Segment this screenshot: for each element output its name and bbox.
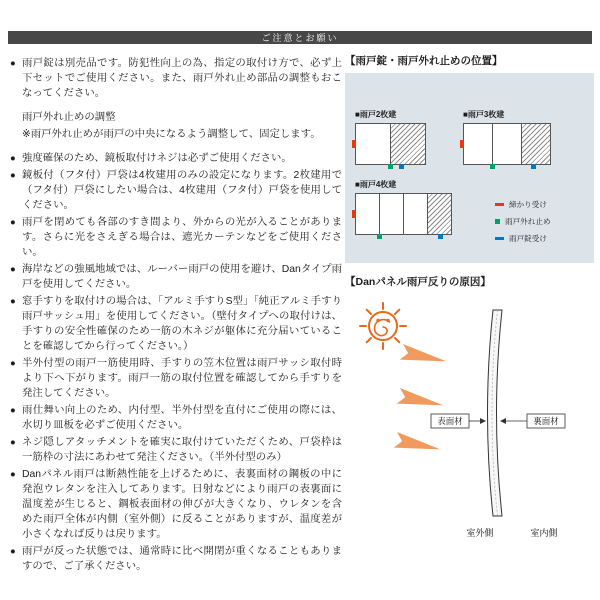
shutter-panel xyxy=(379,193,404,235)
legend-label: 雨戸外れ止め xyxy=(505,217,551,226)
notice-text: ネジ隠しアタッチメントを確実に取付けていただくため、戸袋枠は一筋枠の寸法にあわせて発注ください。（半外付型のみ） xyxy=(22,437,342,463)
shutter-panel xyxy=(463,123,493,165)
position-section-title: 【雨戸錠・雨戸外れ止めの位置】 xyxy=(345,55,503,67)
shutter-pocket-panel xyxy=(390,123,426,165)
diagram-label: ■雨戸2枚建 xyxy=(355,110,397,119)
legend-label: 雨戸錠受け xyxy=(509,234,547,243)
back-material-text: 裏面材 xyxy=(533,416,559,426)
shutter-pocket-panel xyxy=(427,193,452,235)
legend-swatch-icon xyxy=(495,219,500,224)
header-bar xyxy=(8,31,592,44)
indoor-side-label: 室内側 xyxy=(530,528,558,538)
notice-list xyxy=(10,54,342,574)
notice-item xyxy=(10,435,342,465)
legend-label: 締かり受け xyxy=(509,200,547,209)
shutter-panels xyxy=(355,193,451,235)
notice-text: 雨仕舞い向上のため、内付型、半外付型を直付にご使用の際には、水切り皿板を必ずご使用ください。 xyxy=(22,405,342,431)
bullet-icon: ● xyxy=(10,264,16,275)
legend-swatch-icon xyxy=(495,203,504,206)
stopper-mark xyxy=(388,164,393,169)
notice-text: Danパネル雨戸は断熱性能を上げるために、表裏面材の鋼板の中に発泡ウレタンを注入してあります。日射などにより雨戸の表裏面に温度差が生じると、鋼板表面材の伸びが大きくなり、ウレタンを含めた雨戸全体が内側（室外側）に反ることがありますが、温度差が小さくなれば反りは戻ります。 xyxy=(22,469,342,540)
legend-swatch-icon xyxy=(495,237,504,240)
warp-diagram xyxy=(345,294,594,541)
warped-panel xyxy=(488,310,503,516)
bullet-icon: ● xyxy=(10,546,16,557)
notice-text: 鏡板付（フタ付）戸袋は4枚建用のみの設定になります。2枚建用で（フタ付）戸袋にしたい場合は、4枚建用（フタ付）戸袋を使用してください。 xyxy=(22,170,342,211)
latch-receiver-mark xyxy=(352,140,356,148)
bullet-icon: ● xyxy=(10,296,16,307)
right-column xyxy=(345,54,594,541)
diagram-label: ■雨戸4枚建 xyxy=(355,180,397,189)
notice-item xyxy=(10,168,342,213)
lock-receiver-mark xyxy=(531,164,536,169)
shutter-pocket-panel xyxy=(521,123,551,165)
warp-section-title: 【Danパネル雨戸反りの原因】 xyxy=(345,276,491,288)
notice-item xyxy=(10,262,342,292)
bullet-spacer xyxy=(10,127,22,142)
bullet-spacer xyxy=(10,110,22,125)
stopper-mark xyxy=(377,234,382,239)
sun-icon xyxy=(360,303,406,349)
shutter-diagram-3 xyxy=(463,109,550,165)
shutter-diagram-2 xyxy=(355,109,425,165)
bullet-icon: ● xyxy=(10,58,16,69)
notice-text: ※雨戸外れ止めが雨戸の中央になるよう調整して、固定します。 xyxy=(22,129,321,140)
bullet-icon: ● xyxy=(10,153,16,164)
front-material-label xyxy=(431,414,486,428)
heat-arrow-icon xyxy=(397,388,445,413)
notice-item xyxy=(10,356,342,401)
heat-arrow-icon xyxy=(394,432,442,457)
stopper-mark xyxy=(490,164,495,169)
notice-text: 半外付型の雨戸一筋使用時、手すりの笠木位置は雨戸サッシ取付時より下へ下がります。雨戸一筋の取付位置を確認してから手すりを発注してください。 xyxy=(22,358,342,399)
shutter-panel xyxy=(492,123,522,165)
notice-note xyxy=(10,110,342,125)
notice-text: 海岸などの強風地域では、ルーバー雨戸の使用を避け、Danタイプ雨戸を使用してください。 xyxy=(22,264,342,290)
heat-arrow-icon xyxy=(400,344,448,369)
outdoor-side-label: 室外側 xyxy=(466,528,494,538)
bullet-icon: ● xyxy=(10,170,16,181)
diagram-legend xyxy=(495,199,551,250)
lock-receiver-mark xyxy=(438,234,443,239)
bullet-icon: ● xyxy=(10,405,16,416)
notice-text: 雨戸を閉めても各部のすき間より、外からの光が入ることがあります。さらに光をさえぎる場合は、遮光カーテンなどをご使用ください。 xyxy=(22,217,342,258)
arrow-right-icon xyxy=(480,418,486,424)
shutter-panel xyxy=(355,193,380,235)
shutter-panels xyxy=(355,123,425,165)
notice-item xyxy=(10,467,342,542)
notice-item xyxy=(10,151,342,166)
shutter-panel xyxy=(403,193,428,235)
arrow-left-icon xyxy=(500,418,506,424)
bullet-icon: ● xyxy=(10,217,16,228)
shutter-panel xyxy=(355,123,391,165)
shutter-diagram-4 xyxy=(355,179,451,235)
notice-text: 窓手すりを取付けの場合は、「アルミ手すりS型」「純正アルミ手すり雨戸サッシュ用」を使用してください。（壁付タイプへの取付けは、手すりの安全性確保のため一筋の木ネジが躯体に充分届いていることを確認してから行ってください。） xyxy=(22,296,342,352)
page-title: ご注意とお願い xyxy=(261,33,339,43)
heat-arrows xyxy=(394,344,448,457)
notice-note xyxy=(10,127,342,142)
notice-text: 強度確保のため、鏡板取付けネジは必ずご使用ください。 xyxy=(22,153,292,164)
notice-item xyxy=(10,544,342,574)
bullet-icon: ● xyxy=(10,358,16,369)
sun-rays-icon xyxy=(360,303,406,349)
diagram-label: ■雨戸3枚建 xyxy=(463,110,505,119)
warp-diagram-box xyxy=(345,294,594,541)
notice-item xyxy=(10,56,342,101)
notice-text: 雨戸外れ止めの調整 xyxy=(22,112,116,123)
latch-receiver-mark xyxy=(352,210,356,218)
notice-item xyxy=(10,294,342,354)
position-diagram-box xyxy=(345,73,594,263)
back-material-label xyxy=(500,414,565,428)
bullet-icon: ● xyxy=(10,437,16,448)
shutter-panels xyxy=(463,123,550,165)
front-material-text: 表面材 xyxy=(437,416,463,426)
latch-receiver-mark xyxy=(460,140,464,148)
legend-item xyxy=(495,199,551,210)
notice-text: 雨戸が反った状態では、通常時に比べ開閉が重くなることもありますので、ご了承ください。 xyxy=(22,546,342,572)
lock-receiver-mark xyxy=(399,164,404,169)
legend-item xyxy=(495,216,551,227)
bullet-icon: ● xyxy=(10,469,16,480)
notice-text: 雨戸錠は別売品です。防犯性向上の為、指定の取付け方で、必ず上下セットでご使用ください。また、雨戸外れ止め部品の調整もおこなってください。 xyxy=(22,58,342,99)
notice-item xyxy=(10,403,342,433)
legend-item xyxy=(495,233,551,244)
notice-item xyxy=(10,215,342,260)
